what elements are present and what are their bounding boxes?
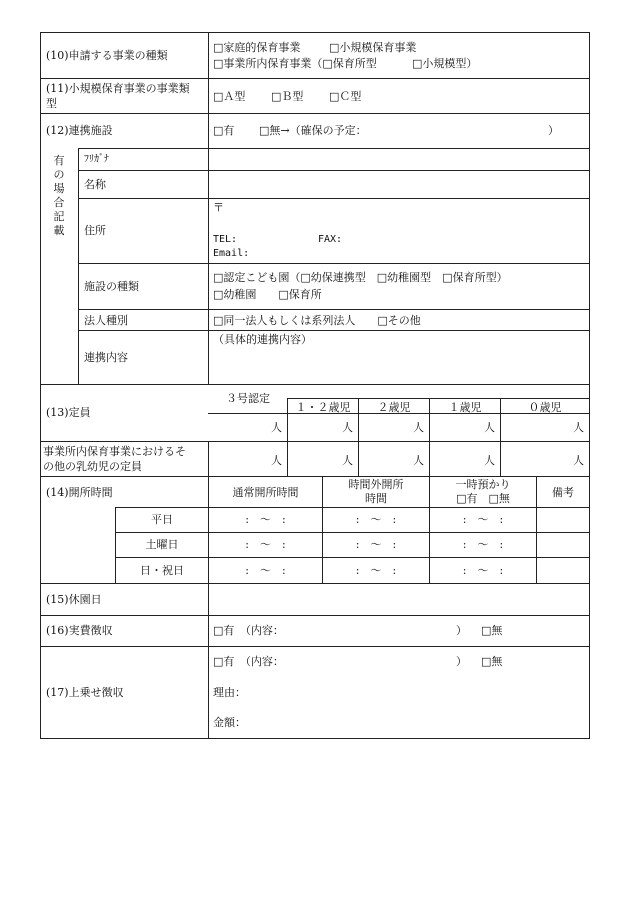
rule	[78, 198, 590, 199]
rule	[40, 476, 590, 477]
rule	[40, 441, 590, 442]
notes-header: 備考	[552, 486, 574, 499]
temp-care-options[interactable]: □有 □無	[456, 492, 510, 505]
rule	[78, 148, 79, 384]
capacity-unit[interactable]: 人	[271, 421, 282, 434]
regular-hours-header: 通常開所時間	[232, 486, 299, 499]
rule	[40, 32, 41, 738]
time-field[interactable]: : 〜 :	[355, 513, 397, 526]
s12-opt-yes[interactable]: □有	[213, 124, 235, 137]
address-label: 住所	[84, 224, 106, 237]
capacity-unit[interactable]: 人	[271, 454, 282, 467]
s11-opt-b[interactable]: □Ｂ型	[271, 90, 304, 103]
rule	[40, 113, 590, 114]
rule	[78, 148, 590, 149]
overtime-header: 時間外開所	[348, 478, 404, 491]
coop-content-label: 連携内容	[84, 351, 128, 364]
s11-label: (11)小規模保育事業の事業類	[46, 82, 190, 95]
s13-label: (13)定員	[46, 406, 91, 419]
name-label: 名称	[84, 178, 106, 191]
overtime-header-cont: 時間	[365, 492, 387, 505]
age0-header: ０歳児	[528, 401, 562, 414]
s10-label: (10)申請する事業の種類	[46, 49, 168, 62]
time-field[interactable]: : 〜 :	[245, 538, 286, 551]
s15-label: (15)休園日	[46, 593, 102, 606]
s11-opt-c[interactable]: □Ｃ型	[329, 90, 362, 103]
facility-type-line2[interactable]: □幼稚園 □保育所	[213, 288, 322, 301]
rule	[78, 170, 590, 171]
age1-header: １歳児	[448, 401, 482, 414]
postal-mark: 〒	[213, 201, 224, 214]
capacity-unit[interactable]: 人	[573, 454, 584, 467]
s12-close-paren: ）	[548, 124, 559, 137]
facility-type-label: 施設の種類	[84, 280, 139, 293]
facility-type-line1[interactable]: □認定こども園（□幼保連携型 □幼稚園型 □保育所型）	[213, 271, 508, 284]
capacity-unit[interactable]: 人	[413, 454, 424, 467]
time-field[interactable]: : 〜 :	[245, 564, 286, 577]
rule	[40, 646, 590, 647]
furigana-label: ﾌﾘｶﾞﾅ	[84, 154, 109, 165]
rule	[115, 532, 590, 533]
rule	[40, 78, 590, 79]
time-field[interactable]: : 〜 :	[245, 513, 286, 526]
s17-label: (17)上乗せ徴収	[46, 686, 124, 699]
capacity-unit[interactable]: 人	[484, 454, 495, 467]
rule	[78, 263, 590, 264]
saturday-label: 土曜日	[145, 538, 179, 551]
rule	[78, 309, 590, 310]
s10-opt-small-type[interactable]: □小規模型）	[412, 57, 478, 70]
side-char: 載	[53, 224, 65, 237]
s17-opt-no[interactable]: □無	[481, 655, 503, 668]
corp-type-label: 法人種別	[84, 314, 128, 327]
rule	[115, 557, 590, 558]
side-char: 有	[53, 154, 65, 167]
s17-opt-yes[interactable]: □有 （内容：	[213, 655, 284, 668]
cat3-header: ３号認定	[226, 392, 270, 405]
other-infants-label: 事業所内保育事業におけるそ	[43, 445, 186, 458]
s17-reason-label: 理由：	[213, 686, 246, 699]
side-char: の	[53, 168, 65, 181]
coop-detail-hint: （具体的連携内容）	[213, 333, 312, 346]
s10-opt-workplace-nursery[interactable]: □事業所内保育事業（□保育所型	[213, 57, 377, 70]
s10-opt-small-scale[interactable]: □小規模保育事業	[329, 41, 417, 54]
rule	[40, 583, 590, 584]
time-field[interactable]: : 〜 :	[355, 538, 397, 551]
time-field[interactable]: : 〜 :	[462, 538, 504, 551]
capacity-unit[interactable]: 人	[413, 421, 424, 434]
age12-header: １・２歳児	[295, 401, 351, 414]
s16-opt-yes[interactable]: □有 （内容：	[213, 624, 284, 637]
time-field[interactable]: : 〜 :	[462, 564, 504, 577]
email-label: Email:	[213, 248, 250, 259]
rule	[78, 330, 590, 331]
rule	[40, 738, 590, 739]
age2-header: ２歳児	[377, 401, 411, 414]
temp-care-header: 一時預かり	[455, 478, 511, 491]
s11-opt-a[interactable]: □Ａ型	[213, 90, 246, 103]
rule	[40, 384, 590, 385]
s11-label-cont: 型	[46, 97, 57, 110]
rule	[287, 398, 590, 399]
weekday-label: 平日	[151, 513, 173, 526]
s12-label: (12)連携施設	[46, 124, 113, 137]
fax-label: FAX:	[318, 234, 343, 245]
corp-type-options[interactable]: □同一法人もしくは系列法人 □その他	[213, 314, 421, 327]
s17-amount-label: 金額：	[213, 716, 246, 729]
side-char: 場	[53, 182, 65, 195]
s16-opt-no[interactable]: □無	[481, 624, 503, 637]
rule	[208, 32, 209, 384]
side-char: 合	[53, 196, 65, 209]
rule	[115, 507, 590, 508]
s12-opt-no[interactable]: □無→（確保の予定：	[259, 124, 367, 137]
other-infants-label-cont: の他の乳幼児の定員	[43, 460, 142, 473]
s17-close-paren: ）	[456, 655, 467, 668]
s14-label: (14)開所時間	[46, 486, 113, 499]
tel-label: TEL:	[213, 234, 238, 245]
capacity-unit[interactable]: 人	[342, 421, 353, 434]
rule	[40, 615, 590, 616]
capacity-unit[interactable]: 人	[573, 421, 584, 434]
side-char: 記	[53, 210, 65, 223]
s10-opt-family-care[interactable]: □家庭的保育事業	[213, 41, 301, 54]
time-field[interactable]: : 〜 :	[355, 564, 397, 577]
rule	[589, 32, 590, 738]
s16-close-paren: ）	[456, 624, 467, 637]
time-field[interactable]: : 〜 :	[462, 513, 504, 526]
capacity-unit[interactable]: 人	[484, 421, 495, 434]
s16-label: (16)実費徴収	[46, 624, 113, 637]
holiday-label: 日・祝日	[140, 564, 184, 577]
capacity-unit[interactable]: 人	[342, 454, 353, 467]
rule	[40, 32, 590, 33]
